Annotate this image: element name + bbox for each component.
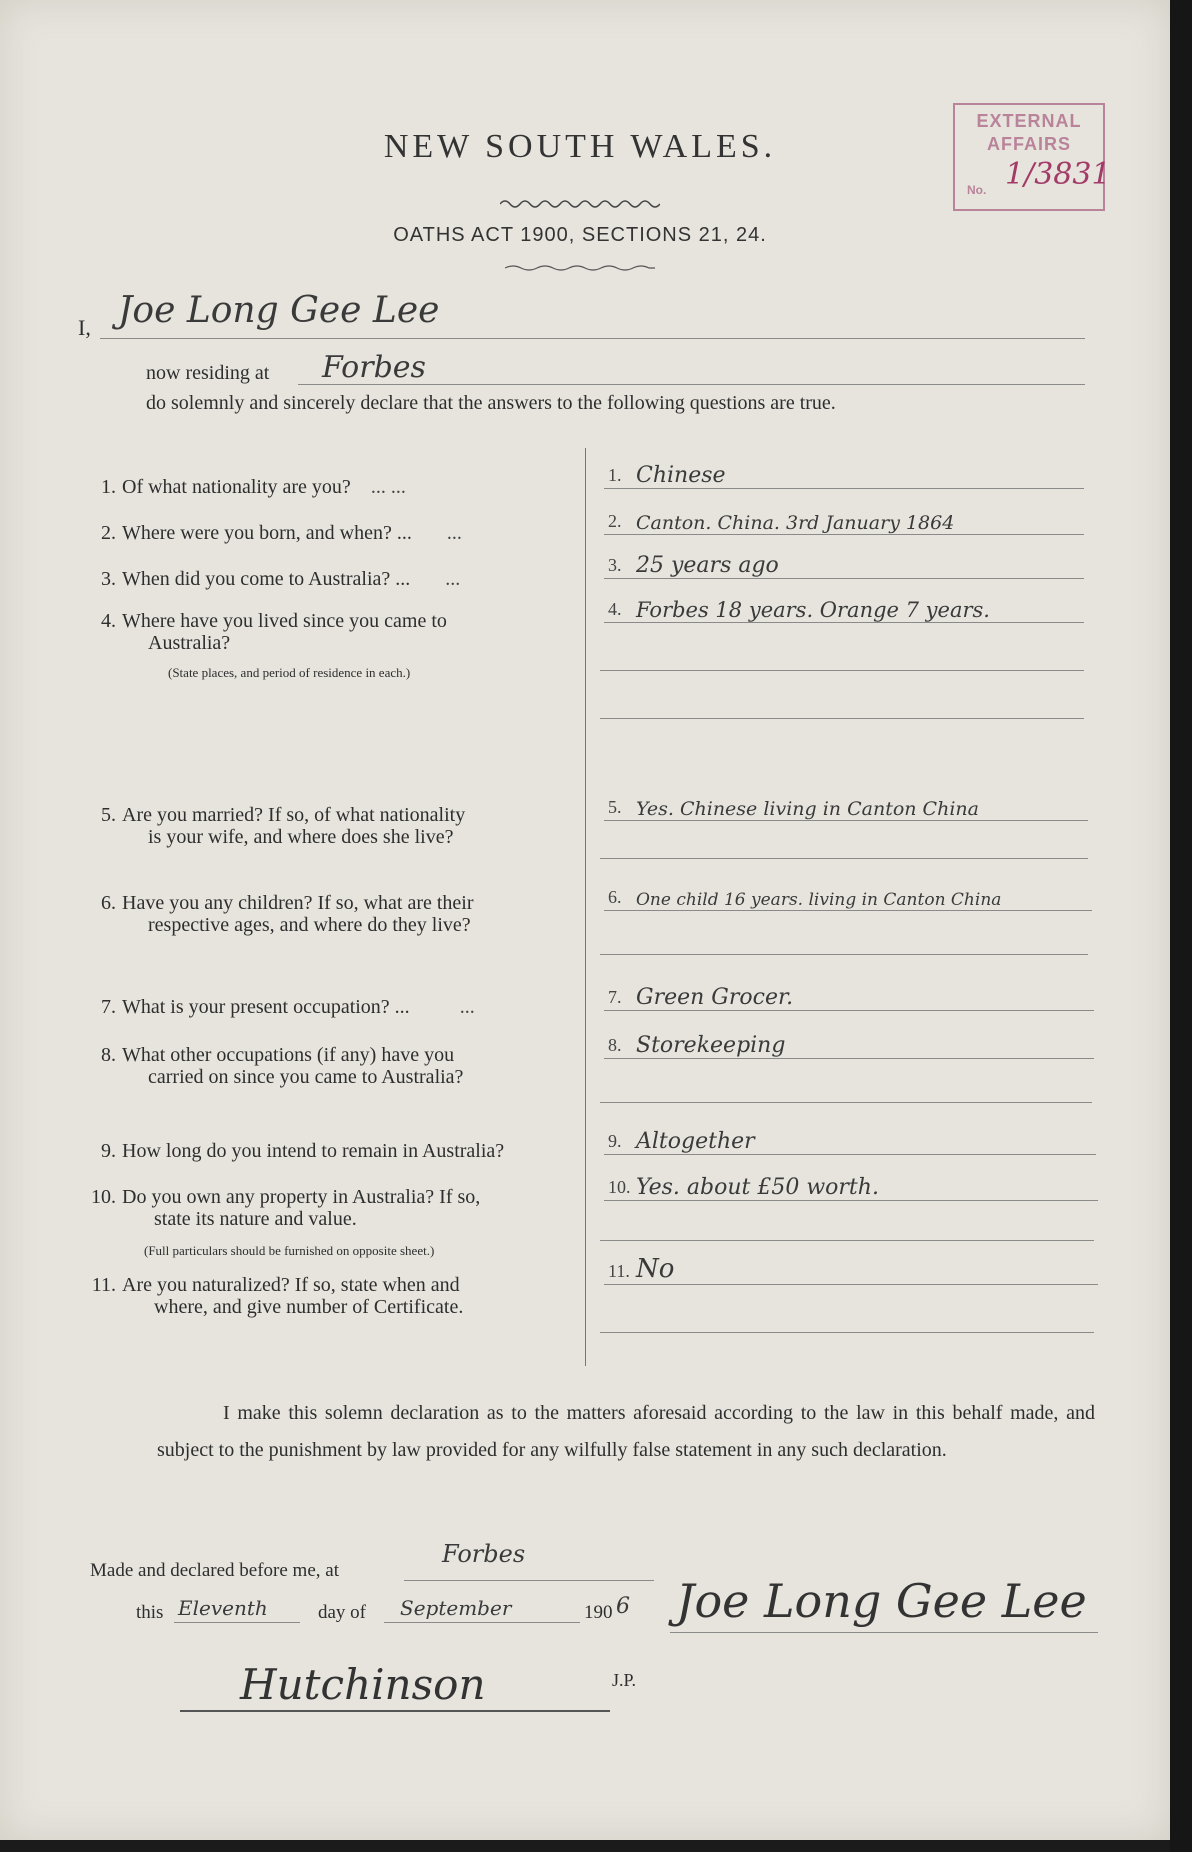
declared-place: Forbes [442, 1540, 526, 1568]
question-1: 1. Of what nationality are you? ... ... [101, 476, 406, 498]
question-9: 9. How long do you intend to remain in Australia? [101, 1140, 505, 1162]
question-8: 8. What other occupations (if any) have you carried on since you came to Australia? [101, 1044, 464, 1088]
act-subheading: OATHS ACT 1900, SECTIONS 21, 24. [393, 224, 767, 246]
month-value: September [400, 1596, 512, 1620]
year-suffix: 6 [616, 1594, 630, 1619]
scan-edge [1170, 0, 1192, 1852]
stamp-line1: EXTERNAL [976, 111, 1082, 131]
day-line [174, 1622, 300, 1623]
declare-text: do solemnly and sincerely declare that the answers to the following questions are true. [146, 392, 836, 414]
question-10: 10. Do you own any property in Australia? If so, state its nature and value. (Full particulars should be furnished on opposite sheet.) [82, 1186, 592, 1262]
answer-6: 6. One child 16 years. living in Canton China [604, 880, 1092, 911]
ornament-squiggle-small [505, 262, 655, 274]
answer-8: 8. Storekeeping [604, 1028, 1094, 1059]
ornament-squiggle [500, 196, 660, 212]
residing-label: now residing at [146, 362, 270, 384]
this-label: this [136, 1602, 164, 1623]
answer-11: 11. No [604, 1254, 1098, 1285]
jp-label: J.P. [612, 1670, 637, 1690]
day-value: Eleventh [178, 1596, 268, 1620]
place-line [404, 1580, 654, 1581]
year-prefix: 190 [584, 1602, 613, 1623]
jp-signature-line [180, 1710, 610, 1712]
page-title: NEW SOUTH WALES. [383, 128, 777, 165]
answer-7: 7. Green Grocer. [604, 980, 1094, 1011]
question-4-note: (State places, and period of residence in each.) [168, 665, 411, 680]
answer-5-extra-line [600, 858, 1088, 859]
i-label: I, [78, 315, 91, 340]
answer-10: 10. Yes. about £50 worth. [604, 1170, 1098, 1201]
jp-signature: Hutchinson [240, 1660, 486, 1709]
question-11: 11. Are you naturalized? If so, state when and where, and give number of Certificate. [91, 1274, 464, 1318]
question-4: 4. Where have you lived since you came to Australia? (State places, and period of residence in each.) [88, 610, 578, 684]
answer-1: 1. Chinese [604, 458, 1084, 489]
answer-4: 4. Forbes 18 years. Orange 7 years. [604, 592, 1084, 623]
name-line [100, 338, 1085, 339]
made-declared-label: Made and declared before me, at [90, 1560, 339, 1581]
answer-2: 2. Canton. China. 3rd January 1864 [604, 504, 1084, 535]
declaration-paragraph: I make this solemn declaration as to the matters aforesaid according to the law in this behalf made, and subject to the punishment by law provided for any wilfully false statement in any such declaration. [157, 1402, 1095, 1461]
declarant-name: Joe Long Gee Lee [118, 290, 440, 331]
question-3: 3. When did you come to Australia? ... ... [101, 568, 461, 590]
question-5: 5. Are you married? If so, of what nationality is your wife, and where does she live? [101, 804, 466, 848]
answer-8-extra-line [600, 1102, 1092, 1103]
answer-11-extra-line [600, 1332, 1094, 1333]
answer-4-extra-line-1 [600, 670, 1084, 671]
stamp-line2: AFFAIRS [986, 134, 1071, 154]
answer-4-extra-line-2 [600, 718, 1084, 719]
declarant-signature-line [670, 1632, 1098, 1633]
month-line [384, 1622, 580, 1623]
answer-10-extra-line [600, 1240, 1094, 1241]
answer-6-extra-line [600, 954, 1088, 955]
stamp-number: 1/3831 [1005, 157, 1111, 192]
declarant-signature: Joe Long Gee Lee [676, 1574, 1087, 1628]
question-7: 7. What is your present occupation? ... ... [101, 996, 475, 1018]
day-of-label: day of [318, 1602, 367, 1623]
residence-value: Forbes [322, 350, 426, 385]
answer-3: 3. 25 years ago [604, 548, 1084, 579]
question-2: 2. Where were you born, and when? ... ... [101, 522, 462, 544]
stamp-no-label: No. [967, 183, 987, 197]
question-10-note: (Full particulars should be furnished on opposite sheet.) [144, 1243, 435, 1258]
answer-9: 9. Altogether [604, 1124, 1096, 1155]
answer-5: 5. Yes. Chinese living in Canton China [604, 790, 1088, 821]
external-affairs-stamp [953, 103, 1111, 211]
question-6: 6. Have you any children? If so, what are their respective ages, and where do they live? [101, 892, 474, 936]
